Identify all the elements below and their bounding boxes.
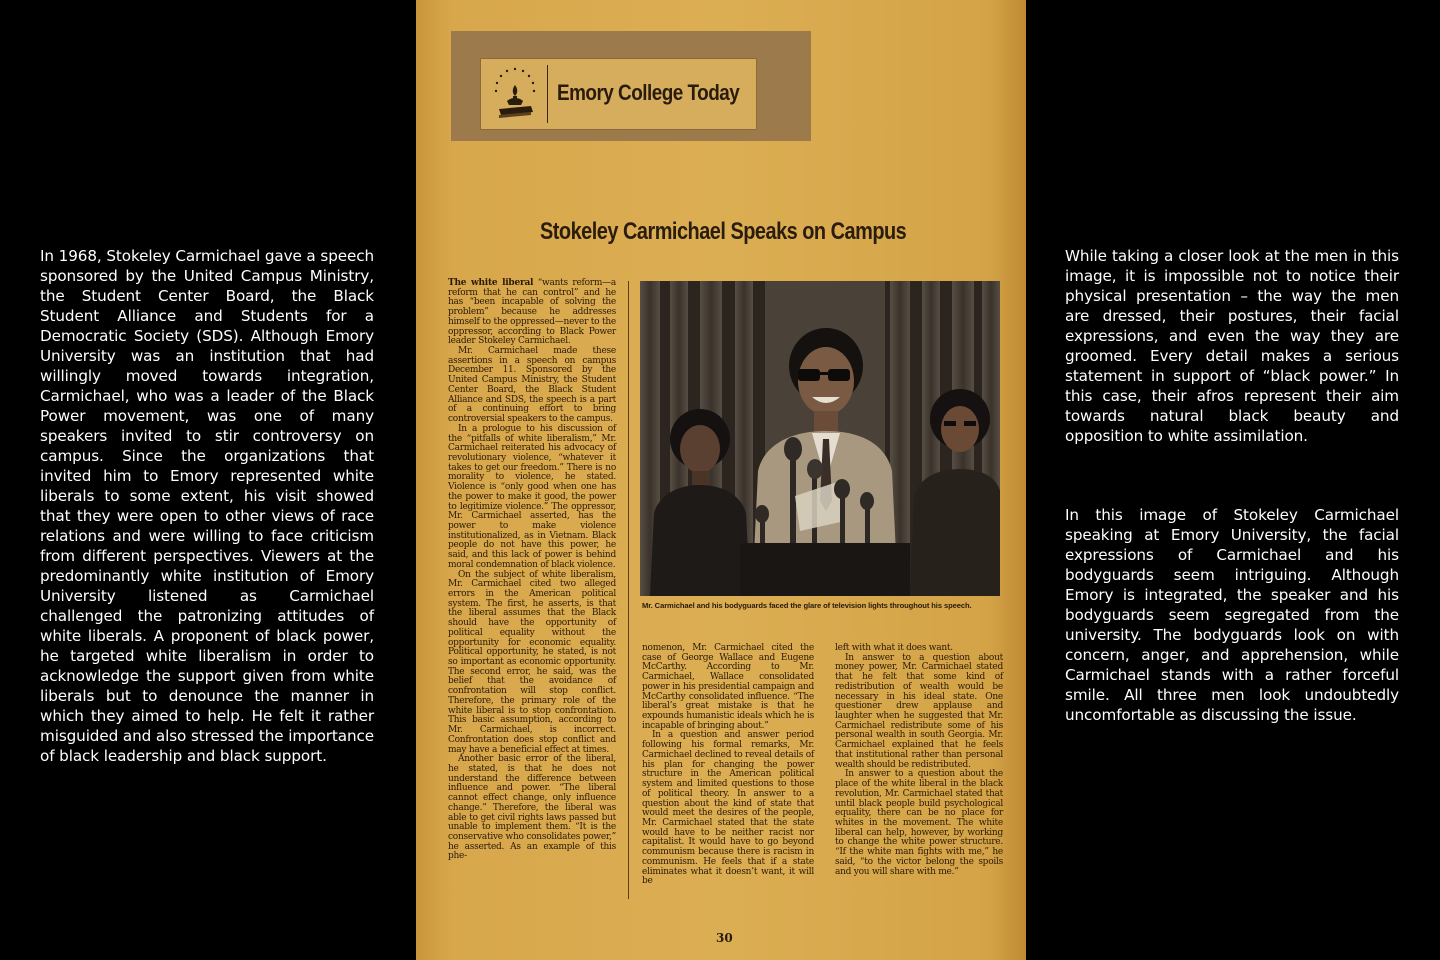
- lead-in: The white liberal: [448, 278, 534, 288]
- masthead-divider: [547, 65, 548, 123]
- left-commentary-text: In 1968, Stokeley Carmichael gave a speech sponsored by the United Campus Ministry, the Student Center Board, the Black Student Alliance and Students for a Democratic Society (SDS). Although Emory University was an institution that had willingly moved towards integration, Carmichael, who was a leader of the Black Power movement, was one of many speakers invited to stir controversy on campus. Since the organizations that invited him to Emory represented white liberals to some extent, his visit showed that they were open to other views of race relations and were willing to face criticism from different perspectives. Viewers at the predominantly white institution of Emory University listened as Carmichael challenged the patronizing attitudes of white liberals. A proponent of black power, he targeted white liberalism in order to acknowledge the support given from white liberals but to denounce the manner in which they aimed to help. He felt it rather misguided and also stressed the importance of black leadership and black support.: [40, 247, 374, 765]
- article-headline: Stokeley Carmichael Speaks on Campus: [540, 218, 907, 245]
- column-divider: [628, 281, 629, 899]
- speaker-photo-illustration: [640, 281, 1000, 596]
- paragraph: In a prologue to his discussion of the “pitfalls of white liberalism,” Mr. Carmichael reiterated his advocacy of revolutionary violence, “whatever it takes to get our freedom.” There is no morality to violence, he stated. Violence is “only good when one has the power to make it good, the power to legitimize violence.” The oppressor, Mr. Carmichael asserted, has the power to make violence institutionalized, as in Vietnam. Black people do not have this power, he said, and this lack of power is behind moral condemnation of black violence.: [448, 423, 616, 570]
- paragraph: In answer to a question about the place of the white liberal in the black revolution, Mr. Carmichael stated that until black people build psychological equality, there can be no place for whites in the movement. The white liberal can help, however, by working to change the white power structure. “If the white man fights with me,” he said, “to the victor belong the spoils and you will share with me.”: [835, 769, 1003, 877]
- article-column-2: [642, 644, 814, 887]
- paragraph: [448, 279, 616, 347]
- right-commentary-expressions: [1065, 505, 1399, 725]
- masthead-panel: [480, 58, 757, 130]
- paragraph: nomenon, Mr. Carmichael cited the case of George Wallace and Eugene McCarthy. According to Mr. Carmichael, Wallace consolidated power in his presidential campaign and McCarthy consolidated influence. “The liberal’s great mistake is that he expounds humanistic ideals which he is incapable of bringing about.”: [642, 643, 814, 731]
- photo-caption: Mr. Carmichael and his bodyguards faced the glare of television lights throughout his speech.: [642, 601, 972, 610]
- magazine-page: [416, 0, 1026, 960]
- lamp-and-book-icon: [485, 61, 545, 127]
- paragraph: In a question and answer period following his formal remarks, Mr. Carmichael declined to reveal details of his plan for changing the power structure in the American political system and limited questions to those of political theory. In answer to a question about the kind of state that would meet the desires of the people, Mr. Carmichael stated that the state would have to be neither racist nor capitalist. It would have to go beyond communism because there is racism in communism. He feels that if a state eliminates what it doesn’t want, it will be: [642, 730, 814, 887]
- paragraph: left with what it does want.: [835, 643, 953, 653]
- left-commentary: [40, 246, 374, 766]
- paragraph: On the subject of white liberalism, Mr. Carmichael cited two alleged errors in the American political system. The first, he asserts, is that the liberal assumes that the Black should have the opportunity of political equality without the opportunity for economic equality. Political opportunity, he stated, is not so important as economic opportunity. The second error, he said, was the belief that the avoidance of confrontation will stop conflict. Therefore, the primary role of the white liberal is to stop confrontation. This basic assumption, according to Mr. Carmichael, is incorrect. Confrontation does stop conflict and may have a beneficial effect at times.: [448, 569, 616, 755]
- article-column-1: [448, 279, 616, 862]
- page-number: 30: [716, 931, 733, 945]
- right-commentary-text-1: While taking a closer look at the men in this image, it is impossible not to notice their physical presentation – the way the men are dressed, their postures, their facial expressions, and even the way they are groomed. Every detail makes a serious statement in support of “black power.” In this case, their afros represent their aim towards natural black beauty and opposition to white assimilation.: [1065, 247, 1399, 445]
- article-column-3: [835, 644, 1003, 877]
- article-photo: [640, 281, 1000, 596]
- paragraph-text: “wants reform—a reform that he can control” and he has “been incapable of solving the problem” because he addresses himself to the oppressed—never to the oppressor, according to Black Power leader Stokeley Carmichael.: [448, 278, 616, 347]
- masthead: [451, 31, 811, 141]
- paragraph: Another basic error of the liberal, he stated, is that he does not understand the difference between influence and power. “The liberal cannot effect change, only influence change.” Therefore, the liberal was able to get civil rights laws passed but unable to implement them. “It is the conservative who consolidates power,” he asserted. As an example of this phe-: [448, 754, 616, 862]
- right-commentary-text-2: In this image of Stokeley Carmichael speaking at Emory University, the facial expressions of Carmichael and his bodyguards seem intriguing. Although Emory is integrated, the speaker and his bodyguards seem segregated from the university. The bodyguards look on with concern, anger, and apprehension, while Carmichael stands with a rather forceful smile. All three men look undoubtedly uncomfortable as discussing the issue.: [1065, 506, 1399, 724]
- masthead-title: Emory College Today: [557, 80, 740, 105]
- paragraph: Mr. Carmichael made these assertions in a speech on campus December 11. Sponsored by the United Campus Ministry, the Student Center Board, the Black Student Alliance and SDS, the speech is a part of a continuing effort to bring controversial speakers to the campus.: [448, 346, 616, 425]
- paragraph: In answer to a question about money power, Mr. Carmichael stated that he felt that some kind of redistribution of wealth would be necessary in his ideal state. One questioner drew applause and laughter when he suggested that Mr. Carmichael redistribute some of his personal wealth in south Georgia. Mr. Carmichael explained that he feels that institutional rather than personal wealth should be redistributed.: [835, 652, 1003, 770]
- right-commentary-presentation: [1065, 246, 1399, 446]
